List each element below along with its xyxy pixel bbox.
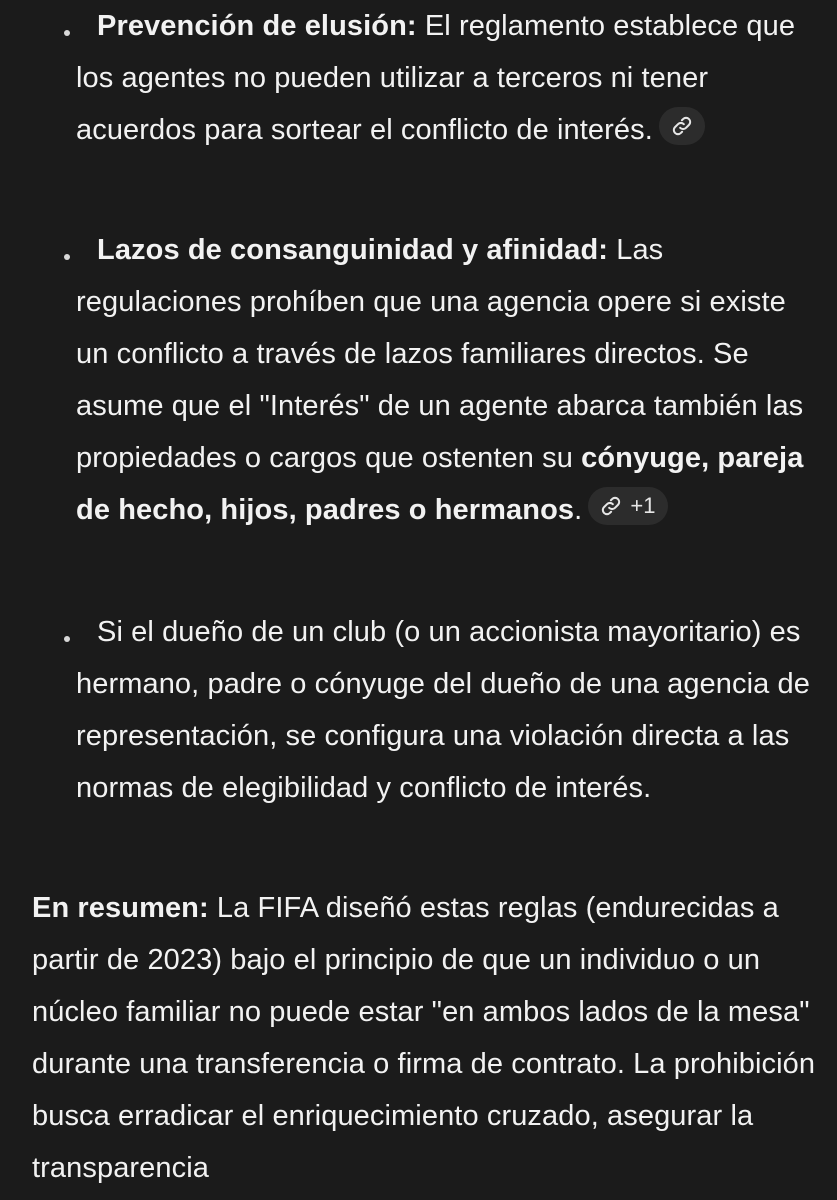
list-item-text	[76, 224, 816, 536]
citation-count: +1	[630, 493, 656, 518]
link-icon	[671, 115, 693, 137]
link-icon	[600, 495, 622, 517]
list-item-body: Las regulaciones prohíben que una agencia opere si existe un conflicto a través de lazos familiares directos. Se asume que el "Interés" de un agente abarca también las propiedades o cargos que ostenten su	[76, 234, 804, 474]
list-item-tail: .	[574, 494, 583, 526]
list-item-title: Prevención de elusión:	[97, 10, 417, 42]
list-item-text	[76, 0, 816, 156]
list-item-body: El reglamento establece que los agentes no pueden utilizar a terceros ni tener acuerdos para sortear el conflicto de interés.	[76, 10, 796, 146]
list-item-body: Si el dueño de un club (o un accionista mayoritario) es hermano, padre o cónyuge del dueño de una agencia de representación, se configura una violación directa a las normas de elegibilidad y conflicto de interés.	[76, 616, 810, 804]
summary-title: En resumen:	[32, 892, 209, 924]
citation-chip[interactable]	[659, 107, 705, 145]
list-item-title: Lazos de consanguinidad y afinidad:	[97, 234, 609, 266]
summary-paragraph	[32, 882, 822, 1194]
summary-body: La FIFA diseñó estas reglas (endurecidas a partir de 2023) bajo el principio de que un individuo o un núcleo familiar no puede estar "en ambos lados de la mesa" durante una transferencia o firma de contrato. La prohibición busca erradicar el enriquecimiento cruzado, asegurar la transparencia	[32, 892, 816, 1184]
bullet-dot	[64, 254, 70, 260]
list-item-text	[76, 606, 816, 814]
citation-chip[interactable]	[588, 487, 667, 525]
bullet-dot	[64, 636, 70, 642]
bullet-dot	[64, 30, 70, 36]
list-item-emphasis: cónyuge, pareja de hecho, hijos, padres o hermanos	[76, 442, 804, 526]
